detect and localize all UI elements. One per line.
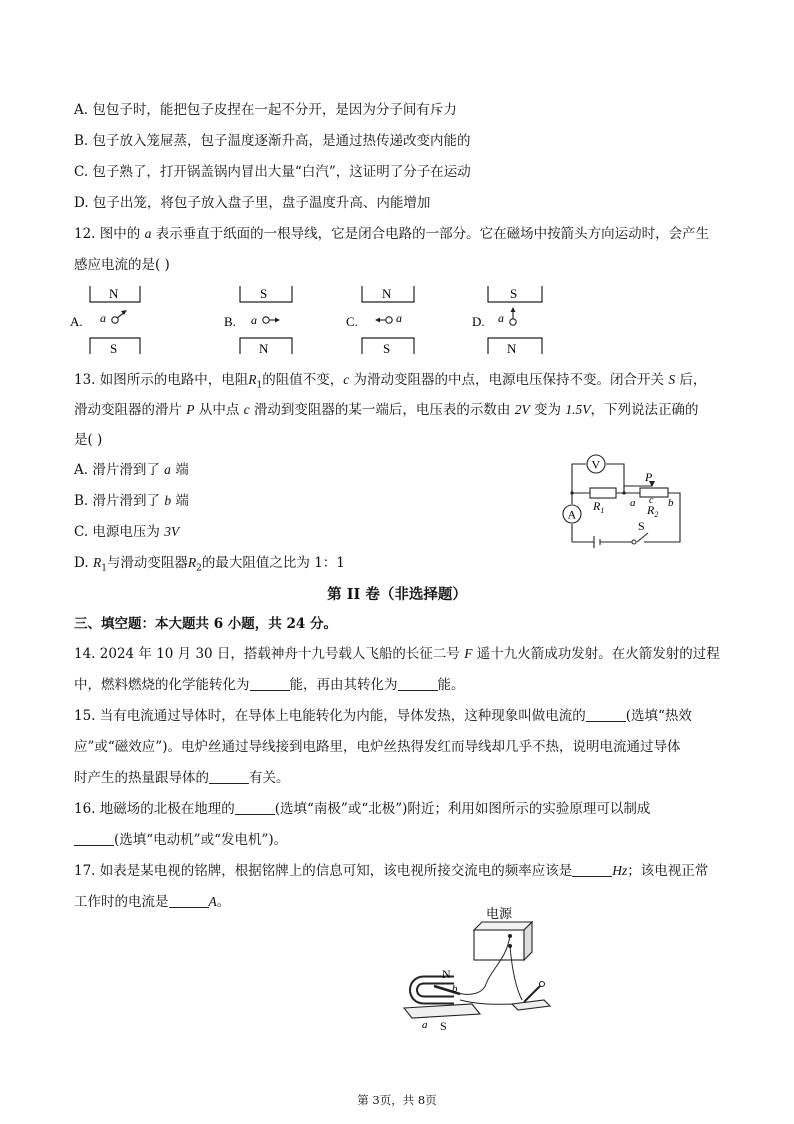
q12-option-a-label: A.	[70, 314, 83, 329]
section-title: 第 II 卷（非选择题）	[327, 586, 467, 603]
q11-option-a: A. 包包子时，能把包子皮捏在一起不分开，是因为分子间有斥力	[74, 102, 457, 118]
q13-stem-line1: 13. 如图所示的电路中，电阻$R_1$的阻值不变，c 为滑动变阻器的中点，电源电压保持不变。闭合开关 S 后，	[74, 372, 707, 391]
rod-a-label: a	[422, 1019, 428, 1030]
q14-blank-2[interactable]	[398, 676, 438, 691]
q15-blank-1[interactable]	[586, 707, 626, 722]
q17-blank-2[interactable]	[169, 893, 209, 908]
q13-option-b: B. 滑片滑到了 b 端	[74, 493, 189, 509]
q17-blank-1[interactable]	[572, 862, 612, 877]
q15-stem-line1: 15. 当有电流通过导体时，在导体上电能转化为内能，导体发热，这种现象叫做电流的 (选填“热效	[74, 708, 692, 724]
r1-label: $R_1$	[593, 499, 605, 515]
q17-stem-line1: 17. 如表是某电视的铭牌，根据铭牌上的信息可知，该电视所接交流电的频率应该是 Hz；该电视正常	[74, 863, 709, 879]
q12-d-wire-icon	[510, 319, 516, 325]
q16-stem-line2: (选填“电动机”或“发电机”)。	[74, 831, 287, 849]
horseshoe-magnet-icon	[404, 980, 480, 1018]
section-heading: 三、填空题：本大题共 6 小题，共 24 分。	[74, 616, 337, 632]
q11-option-b: B. 包子放入笼屉蒸，包子温度逐渐升高，是通过热传递改变内能的	[74, 133, 471, 149]
rod-b-label: b	[452, 983, 458, 995]
q12-stem-line2: 感应电流的是( )	[74, 257, 170, 273]
experiment-figure	[394, 900, 564, 1030]
q16-blank-1[interactable]	[235, 800, 275, 815]
r2-label: $R_2$	[647, 503, 659, 519]
q12-option-b-label: B.	[224, 314, 236, 329]
q12-d-bottom-pole: N	[507, 341, 517, 356]
q12-options-figure	[70, 282, 570, 358]
switch-s-label: S	[638, 519, 645, 533]
slider-p-label: P	[645, 470, 653, 484]
q11-option-c: C. 包子熟了，打开锅盖锅内冒出大量“白汽”，这证明了分子在运动	[74, 164, 471, 180]
q15-blank-2[interactable]	[209, 769, 249, 784]
q12-a-wire-label: a	[100, 311, 106, 325]
q12-a-bottom-pole: S	[110, 341, 118, 356]
q13-circuit-diagram	[548, 452, 708, 552]
voltmeter-label: V	[591, 457, 601, 472]
power-source-icon	[474, 922, 532, 960]
endpoint-b-label: b	[668, 497, 674, 509]
switch-icon	[637, 533, 648, 542]
q12-b-top-pole: S	[260, 286, 268, 301]
q12-c-wire-icon	[386, 317, 392, 323]
knife-switch-icon	[512, 982, 550, 1011]
q15-stem-line3: 时产生的热量跟导体的 有关。	[74, 770, 290, 786]
q12-option-d-label: D.	[472, 314, 485, 329]
q12-c-top-pole: N	[382, 286, 392, 301]
q12-c-bottom-pole: S	[383, 341, 391, 356]
q14-blank-1[interactable]	[250, 676, 290, 691]
midpoint-c-label: c	[649, 495, 654, 506]
q12-c-wire-label: a	[396, 311, 402, 325]
power-source-label: 电源	[486, 906, 513, 921]
q12-d-wire-label: a	[498, 311, 504, 325]
q13-option-d: D. $R_1$与滑动变阻器$R_2$的最大阻值之比为 1：1	[74, 555, 345, 574]
magnet-s-label: S	[440, 1019, 447, 1030]
q13-stem-line2: 滑动变阻器的滑片 P 从中点 c 滑动到变阻器的某一端后，电压表的示数由 2V 变为 1.5V，下列说法正确的	[74, 402, 699, 418]
q12-d-top-pole: S	[510, 286, 518, 301]
q13-option-c: C. 电源电压为 3V	[74, 524, 180, 540]
magnet-n-label: N	[442, 967, 451, 981]
q17-stem-line2: 工作时的电流是 A。	[74, 894, 231, 910]
q12-stem-line1: 12. 图中的 a 表示垂直于纸面的一根导线，它是闭合电路的一部分。它在磁场中按箭头方向运动时，会产生	[74, 226, 710, 242]
endpoint-a-label: a	[630, 497, 636, 509]
resistor-r1-icon	[590, 488, 616, 498]
q12-b-wire-icon	[263, 317, 269, 323]
q16-stem-line1: 16. 地磁场的北极在地理的 (选填“南极”或“北极”)附近；利用如图所示的实验原理可以制成	[74, 801, 651, 817]
q12-option-c-label: C.	[346, 314, 358, 329]
q12-b-bottom-pole: N	[259, 341, 269, 356]
q12-a-top-pole: N	[109, 286, 119, 301]
q15-stem-line2: 应”或“磁效应”)。电炉丝通过导线接到电路里，电炉丝热得发红而导线却几乎不热，说明电流通过导体	[74, 739, 681, 755]
q14-stem-line1: 14. 2024 年 10 月 30 日，搭载神舟十九号载人飞船的长征二号 F 遥十九火箭成功发射。在火箭发射的过程	[74, 646, 720, 662]
q11-option-d: D. 包子出笼，将包子放入盘子里，盘子温度升高、内能增加	[74, 195, 431, 211]
q14-stem-line2: 中，燃料燃烧的化学能转化为 能，再由其转化为 能。	[74, 677, 465, 693]
q13-stem-line3: 是( )	[74, 432, 103, 448]
q12-b-wire-label: a	[251, 313, 257, 327]
ammeter-label: A	[567, 507, 577, 522]
q16-blank-2[interactable]	[74, 831, 114, 846]
q13-option-a: A. 滑片滑到了 a 端	[74, 462, 189, 478]
page-footer: 第 3页，共 8页	[357, 1093, 437, 1107]
rheostat-r2-icon	[640, 488, 668, 497]
